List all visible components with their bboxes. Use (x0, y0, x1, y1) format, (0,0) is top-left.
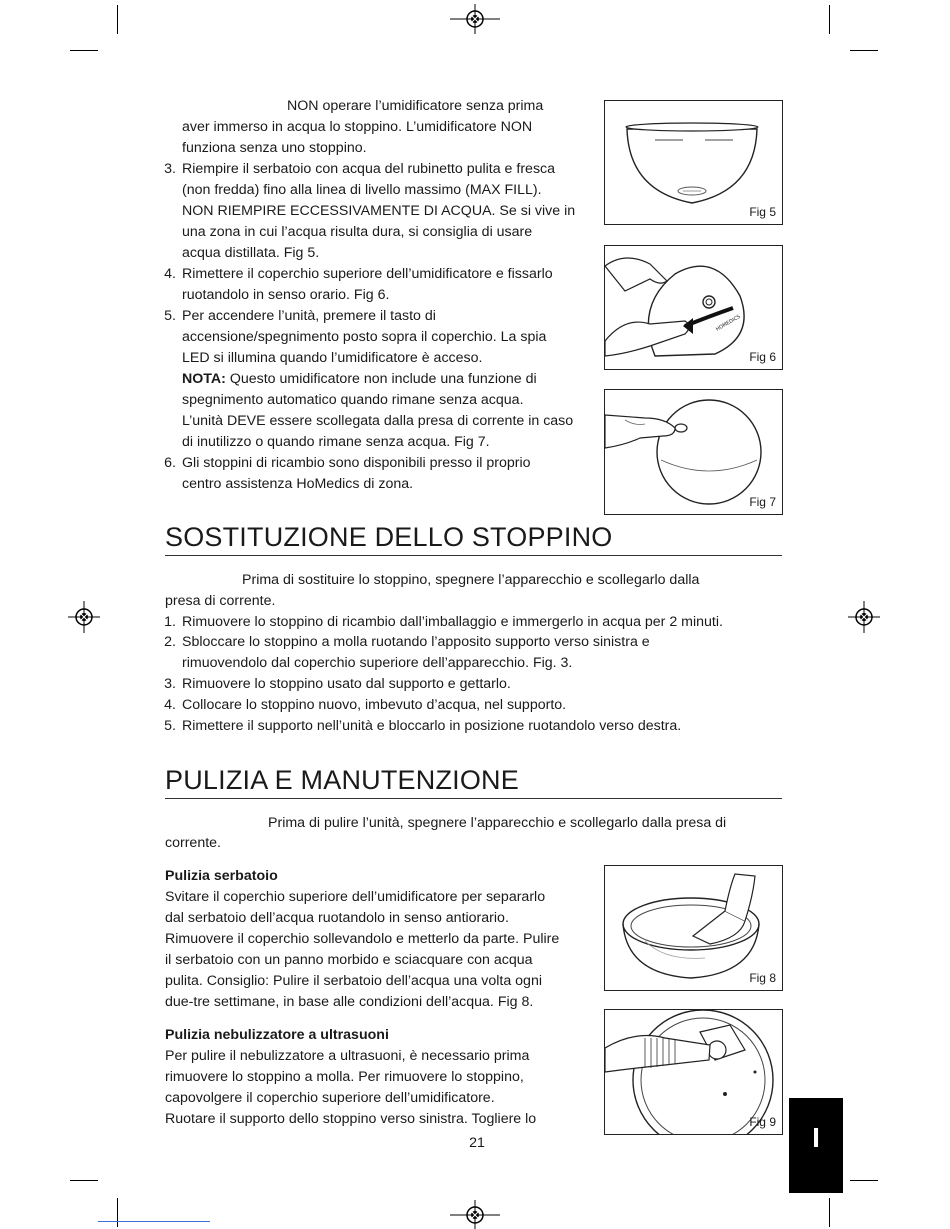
section-heading: SOSTITUZIONE DELLO STOPPINO (165, 521, 782, 556)
step-number: 3. (164, 676, 176, 692)
paragraph-line: due-tre settimane, in base alle condizioni dell’acqua. Fig 8. (165, 994, 534, 1010)
paragraph-line: il serbatoio con un panno morbido e sciacquare con acqua (165, 952, 533, 968)
paragraph-line: pulita. Consiglio: Pulire il serbatoio dell’acqua una volta ogni (165, 973, 542, 989)
paragraph-line: Per pulire il nebulizzatore a ultrasuoni, è necessario prima (165, 1048, 530, 1064)
registration-mark-right (848, 601, 880, 633)
step-line: ruotandolo in senso orario. Fig 6. (182, 287, 390, 303)
subsection-title: Pulizia serbatoio (165, 868, 278, 884)
paragraph-line: capovolgere il coperchio superiore dell’umidificatore. (165, 1090, 495, 1106)
step-number: 1. (164, 614, 176, 630)
paragraph-line: Ruotare il supporto dello stoppino verso sinistra. Togliere lo (165, 1111, 537, 1127)
step-number: 4. (164, 266, 176, 282)
nota-line: L’unità DEVE essere scollegata dalla presa di corrente in caso (182, 413, 574, 429)
paragraph-line: Svitare il coperchio superiore dell’umidificatore per separarlo (165, 889, 546, 905)
paragraph-line: Rimuovere il coperchio sollevandolo e metterlo da parte. Pulire (165, 931, 560, 947)
step-line: Rimettere il supporto nell’unità e bloccarlo in posizione ruotandolo verso destra. (182, 718, 682, 734)
paragraph-line: rimuovere lo stoppino a molla. Per rimuovere lo stoppino, (165, 1069, 524, 1085)
registration-mark-top (450, 4, 500, 34)
registration-mark-left (68, 601, 100, 633)
step-number: 6. (164, 455, 176, 471)
section-intro-line: Prima di sostituire lo stoppino, spegnere l’apparecchio e scollegarlo dalla (242, 572, 700, 588)
step-line: Riempire il serbatoio con acqua del rubinetto pulita e fresca (182, 161, 556, 177)
intro-line: aver immerso in acqua lo stoppino. L’umidificatore NON (182, 119, 533, 135)
step-line: accensione/spegnimento posto sopra il coperchio. La spia (182, 329, 547, 345)
crop-mark (850, 1180, 878, 1181)
step-line: rimuovendolo dal coperchio superiore dell’apparecchio. Fig. 3. (182, 655, 573, 671)
crop-mark (829, 5, 830, 34)
figure-label: Fig 8 (749, 971, 776, 985)
crop-mark (98, 1221, 210, 1222)
nota-line (182, 369, 537, 390)
step-line: una zona in cui l’acqua risulta dura, si consiglia di usare (182, 224, 533, 240)
figure-label: Fig 9 (749, 1115, 776, 1129)
crop-mark (117, 1198, 118, 1227)
intro-line: funziona senza uno stoppino. (182, 140, 367, 156)
figure-5 (604, 100, 783, 225)
page-number: 21 (469, 1135, 485, 1151)
step-line: Sbloccare lo stoppino a molla ruotando l’apposito supporto verso sinistra e (182, 634, 650, 650)
step-line: Rimuovere lo stoppino usato dal supporto e gettarlo. (182, 676, 511, 692)
brand-mark: HOMEDICS (715, 313, 742, 333)
step-line: Rimettere il coperchio superiore dell’umidificatore e fissarlo (182, 266, 553, 282)
crop-mark (117, 5, 118, 34)
section-intro-line: presa di corrente. (165, 593, 276, 609)
crop-mark (70, 50, 98, 51)
nota-label: NOTA: (182, 371, 226, 387)
step-number: 2. (164, 634, 176, 650)
step-line: (non fredda) fino alla linea di livello massimo (MAX FILL). (182, 182, 542, 198)
step-line: LED si illumina quando l’umidificatore è acceso. (182, 350, 483, 366)
paragraph-line: dal serbatoio dell’acqua ruotandolo in senso antiorario. (165, 910, 509, 926)
section-heading: PULIZIA E MANUTENZIONE (165, 764, 782, 799)
figure-label: Fig 7 (749, 495, 776, 509)
nota-line: di inutilizzo o quando rimane senza acqua. Fig 7. (182, 434, 490, 450)
figure-9 (604, 1009, 783, 1135)
figure-7 (604, 389, 783, 515)
registration-mark-bottom (450, 1200, 500, 1229)
figure-6 (604, 245, 783, 370)
crop-mark (70, 1180, 98, 1181)
step-line: Per accendere l’unità, premere il tasto di (182, 308, 436, 324)
step-line: NON RIEMPIRE ECCESSIVAMENTE DI ACQUA. Se si vive in (182, 203, 576, 219)
step-number: 5. (164, 308, 176, 324)
subsection-title: Pulizia nebulizzatore a ultrasuoni (165, 1027, 389, 1043)
step-number: 5. (164, 718, 176, 734)
step-line: Rimuovere lo stoppino di ricambio dall’imballaggio e immergerlo in acqua per 2 minuti. (182, 614, 723, 630)
step-number: 3. (164, 161, 176, 177)
nota-text: Questo umidificatore non include una funzione di (225, 371, 537, 387)
figure-8 (604, 865, 783, 991)
step-line: Collocare lo stoppino nuovo, imbevuto d’acqua, nel supporto. (182, 697, 567, 713)
step-line: Gli stoppini di ricambio sono disponibili presso il proprio (182, 455, 531, 471)
crop-mark (829, 1198, 830, 1227)
section-intro-line: corrente. (165, 835, 221, 851)
step-line: centro assistenza HoMedics di zona. (182, 476, 414, 492)
language-tab: I (789, 1098, 843, 1193)
intro-line: NON operare l’umidificatore senza prima (287, 98, 544, 114)
figure-label: Fig 5 (749, 205, 776, 219)
crop-mark (850, 50, 878, 51)
step-line: acqua distillata. Fig 5. (182, 245, 320, 261)
section-intro-line: Prima di pulire l’unità, spegnere l’apparecchio e scollegarlo dalla presa di (268, 815, 727, 831)
figure-label: Fig 6 (749, 350, 776, 364)
nota-line: spegnimento automatico quando rimane senza acqua. (182, 392, 524, 408)
step-number: 4. (164, 697, 176, 713)
